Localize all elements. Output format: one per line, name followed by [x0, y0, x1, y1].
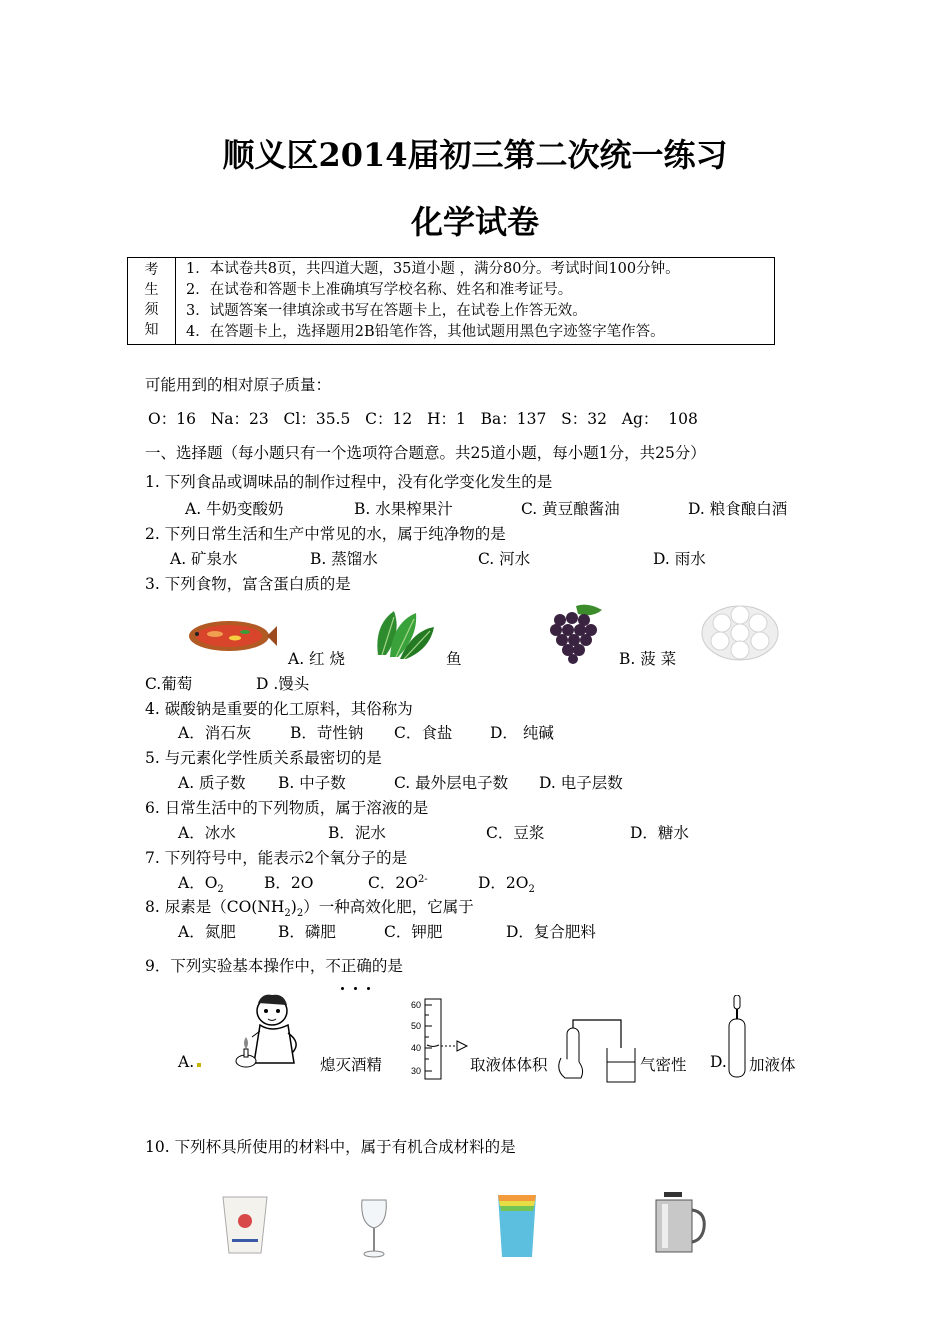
wine-glass-image: [358, 1198, 390, 1258]
q8-option-a: A．氮肥: [178, 923, 236, 941]
steel-mug-image: [652, 1190, 708, 1256]
q6-option-c: C．豆浆: [486, 824, 545, 842]
q7-option-c-sup: 2-: [417, 873, 428, 885]
q2-option-c: C. 河水: [478, 550, 531, 568]
q2-option-d: D. 雨水: [653, 550, 706, 568]
q3-option-d: D .馒头: [256, 675, 310, 693]
spinach-image: [372, 605, 436, 661]
notice-label: [128, 258, 176, 344]
notice-label-char: 生: [144, 282, 159, 298]
q8-stem-pre: 8. 尿素是（CO(NH: [145, 898, 285, 916]
notice-item: 1．本试卷共8页，共四道大题，35道小题 ，满分80分。考试时间100分钟。: [186, 261, 680, 277]
q8-stem-end: ）一种高效化肥，它属于: [303, 898, 474, 916]
question-2-stem: 2. 下列日常生活和生产中常见的水，属于纯净物的是: [145, 525, 506, 543]
q9-option-d: D.: [710, 1053, 727, 1071]
q4-option-b: B．苛性钠: [290, 724, 364, 742]
q7-option-b: B．2O: [264, 874, 314, 892]
q9-option-c-caption: 气密性: [640, 1056, 687, 1074]
q9-option-b-caption: 取液体体积: [470, 1056, 548, 1074]
question-5-stem: 5. 与元素化学性质关系最密切的是: [145, 749, 382, 767]
q8-option-d: D．复合肥料: [506, 923, 596, 941]
notice-item: 4．在答题卡上，选择题用2B铅笔作答，其他试题用黑色字迹签字笔作答。: [186, 324, 665, 340]
question-9-stem: 9．下列实验基本操作中，不正确的是: [145, 957, 403, 975]
q3-option-c: C.葡萄: [145, 675, 193, 693]
q8-stem-sub: 2: [284, 908, 291, 920]
q1-option-d: D. 粮食酿白酒: [688, 500, 788, 518]
q5-option-d: D. 电子层数: [539, 774, 623, 792]
question-8-stem: [145, 895, 474, 919]
q2-option-a: A. 矿泉水: [170, 550, 238, 568]
svg-text:60: 60: [411, 1000, 422, 1010]
q9-option-d-caption: 加液体: [749, 1056, 796, 1074]
q1-option-c: C. 黄豆酿酱油: [521, 500, 620, 518]
q8-stem-sub2: 2: [296, 908, 304, 920]
q6-option-b: B．泥水: [328, 824, 386, 842]
accent-dot: [197, 1063, 201, 1067]
dropper-test-tube-image: [726, 995, 748, 1079]
q7-option-a-sub: 2: [217, 884, 224, 896]
notice-label-char: 考: [144, 262, 159, 278]
question-4-stem: 4. 碳酸钠是重要的化工原料，其俗称为: [145, 700, 413, 718]
paper-cup-image: [220, 1195, 270, 1255]
q5-option-a: A. 质子数: [178, 774, 246, 792]
question-1-stem: 1. 下列食品或调味品的制作过程中，没有化学变化发生的是: [145, 473, 553, 491]
q5-option-b: B. 中子数: [278, 774, 346, 792]
notice-item: 2．在试卷和答题卡上准确填写学校名称、姓名和准考证号。: [186, 282, 573, 298]
q3-option-b: B. 菠 菜: [619, 650, 677, 668]
q7-option-d-sub: 2: [528, 884, 535, 896]
q4-option-c: C．食盐: [394, 724, 453, 742]
q7-option-c: [368, 871, 428, 893]
q1-option-b: B. 水果榨果汁: [354, 500, 453, 518]
svg-text:40: 40: [411, 1043, 422, 1053]
q3-fish-label: 鱼: [446, 650, 462, 668]
q8-option-c: C．钾肥: [384, 923, 443, 941]
q3-option-a: A. 红 烧: [288, 650, 345, 668]
question-3-stem: 3. 下列食物，富含蛋白质的是: [145, 575, 351, 593]
q9-option-a: A.: [178, 1053, 195, 1071]
graduated-cylinder-image: [405, 995, 471, 1081]
q7-option-d-text: D．2O: [478, 874, 529, 892]
grapes-image: [548, 602, 604, 664]
q1-option-a: A. 牛奶变酸奶: [185, 500, 284, 518]
notice-label-char: 知: [144, 322, 159, 338]
q7-option-a-text: A．O: [178, 874, 218, 892]
question-10-stem: 10. 下列杯具所使用的材料中，属于有机合成材料的是: [145, 1138, 516, 1156]
svg-text:30: 30: [411, 1066, 422, 1076]
q8-stem-post: ): [290, 898, 297, 916]
question-7-stem: 7. 下列符号中，能表示2个氧分子的是: [145, 849, 408, 867]
q9-option-a-caption: 熄灭酒精: [320, 1056, 383, 1074]
notice-list: [186, 259, 680, 343]
q7-option-c-text: C．2O: [368, 874, 418, 892]
q6-option-d: D．糖水: [630, 824, 689, 842]
notice-label-char: 须: [144, 302, 159, 318]
q6-option-a: A．冰水: [178, 824, 236, 842]
q4-option-d: D． 纯碱: [490, 724, 554, 742]
q4-option-a: A．消石灰: [178, 724, 252, 742]
q5-option-c: C. 最外层电子数: [394, 774, 509, 792]
boy-alcohol-lamp-image: [232, 993, 312, 1075]
q8-option-b: B．磷肥: [278, 923, 336, 941]
airtightness-check-image: [555, 1018, 639, 1086]
svg-text:50: 50: [411, 1021, 422, 1031]
q7-option-a: [178, 871, 224, 895]
atomic-mass-values: O：16 Na：23 Cl：35.5 C：12 H：1 Ba：137 S：32 Ag： 108: [148, 410, 698, 428]
braised-fish-image: [185, 616, 277, 656]
steamed-buns-image: [700, 603, 780, 663]
section-heading: 一、选择题（每小题只有一个选项符合题意。共25道小题，每小题1分，共25分）: [145, 444, 706, 462]
notice-item: 3．试题答案一律填涂或书写在答题卡上，在试卷上作答无效。: [186, 303, 587, 319]
notice-box: [127, 257, 775, 345]
atomic-mass-heading: 可能用到的相对原子质量：: [145, 376, 332, 394]
emphasis-dots: [336, 975, 375, 994]
question-6-stem: 6. 日常生活中的下列物质，属于溶液的是: [145, 799, 429, 817]
page-title: 顺义区2014届初三第二次统一练习: [222, 136, 728, 174]
page-subtitle: 化学试卷: [410, 203, 539, 241]
plastic-cups-image: [496, 1193, 538, 1259]
q7-option-d: [478, 871, 535, 895]
q2-option-b: B. 蒸馏水: [310, 550, 378, 568]
